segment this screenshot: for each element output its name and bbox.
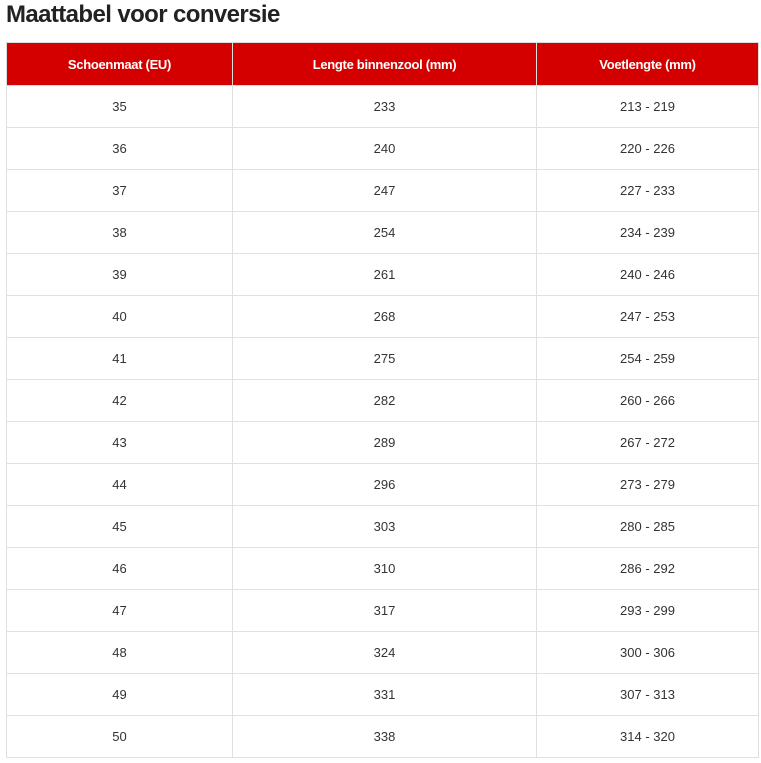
cell-foot-length: 213 - 219 [537, 86, 759, 128]
cell-foot-length: 260 - 266 [537, 380, 759, 422]
cell-foot-length: 227 - 233 [537, 170, 759, 212]
cell-foot-length: 300 - 306 [537, 632, 759, 674]
table-row [7, 212, 759, 254]
table-header-row [7, 43, 759, 86]
cell-insole-length: 310 [233, 548, 537, 590]
table-row [7, 590, 759, 632]
table-row [7, 464, 759, 506]
cell-insole-length: 254 [233, 212, 537, 254]
cell-insole-length: 331 [233, 674, 537, 716]
cell-shoe-size: 48 [7, 632, 233, 674]
cell-shoe-size: 45 [7, 506, 233, 548]
table-row [7, 716, 759, 758]
table-row [7, 674, 759, 716]
cell-insole-length: 275 [233, 338, 537, 380]
cell-shoe-size: 43 [7, 422, 233, 464]
column-header-shoe-size: Schoenmaat (EU) [7, 43, 233, 86]
table-row [7, 422, 759, 464]
table-row [7, 254, 759, 296]
table-row [7, 548, 759, 590]
table-row [7, 86, 759, 128]
table-row [7, 128, 759, 170]
cell-shoe-size: 40 [7, 296, 233, 338]
cell-insole-length: 296 [233, 464, 537, 506]
cell-insole-length: 289 [233, 422, 537, 464]
cell-insole-length: 338 [233, 716, 537, 758]
cell-shoe-size: 41 [7, 338, 233, 380]
cell-foot-length: 286 - 292 [537, 548, 759, 590]
table-row [7, 170, 759, 212]
cell-foot-length: 254 - 259 [537, 338, 759, 380]
cell-insole-length: 317 [233, 590, 537, 632]
cell-shoe-size: 49 [7, 674, 233, 716]
cell-foot-length: 280 - 285 [537, 506, 759, 548]
cell-insole-length: 268 [233, 296, 537, 338]
cell-insole-length: 303 [233, 506, 537, 548]
cell-foot-length: 247 - 253 [537, 296, 759, 338]
table-row [7, 506, 759, 548]
cell-foot-length: 234 - 239 [537, 212, 759, 254]
table-row [7, 296, 759, 338]
cell-foot-length: 293 - 299 [537, 590, 759, 632]
cell-shoe-size: 39 [7, 254, 233, 296]
cell-insole-length: 240 [233, 128, 537, 170]
table-body [7, 86, 759, 758]
table-row [7, 380, 759, 422]
page-title: Maattabel voor conversie [6, 1, 280, 28]
cell-insole-length: 324 [233, 632, 537, 674]
cell-foot-length: 314 - 320 [537, 716, 759, 758]
column-header-foot-length: Voetlengte (mm) [537, 43, 759, 86]
cell-shoe-size: 36 [7, 128, 233, 170]
table-row [7, 338, 759, 380]
cell-shoe-size: 38 [7, 212, 233, 254]
cell-foot-length: 240 - 246 [537, 254, 759, 296]
cell-insole-length: 247 [233, 170, 537, 212]
cell-insole-length: 282 [233, 380, 537, 422]
size-conversion-table [6, 42, 759, 758]
cell-insole-length: 233 [233, 86, 537, 128]
cell-foot-length: 220 - 226 [537, 128, 759, 170]
cell-shoe-size: 42 [7, 380, 233, 422]
cell-shoe-size: 35 [7, 86, 233, 128]
cell-foot-length: 273 - 279 [537, 464, 759, 506]
cell-shoe-size: 50 [7, 716, 233, 758]
column-header-insole-length: Lengte binnenzool (mm) [233, 43, 537, 86]
cell-shoe-size: 47 [7, 590, 233, 632]
table-row [7, 632, 759, 674]
cell-foot-length: 307 - 313 [537, 674, 759, 716]
cell-shoe-size: 37 [7, 170, 233, 212]
cell-foot-length: 267 - 272 [537, 422, 759, 464]
cell-insole-length: 261 [233, 254, 537, 296]
cell-shoe-size: 44 [7, 464, 233, 506]
cell-shoe-size: 46 [7, 548, 233, 590]
